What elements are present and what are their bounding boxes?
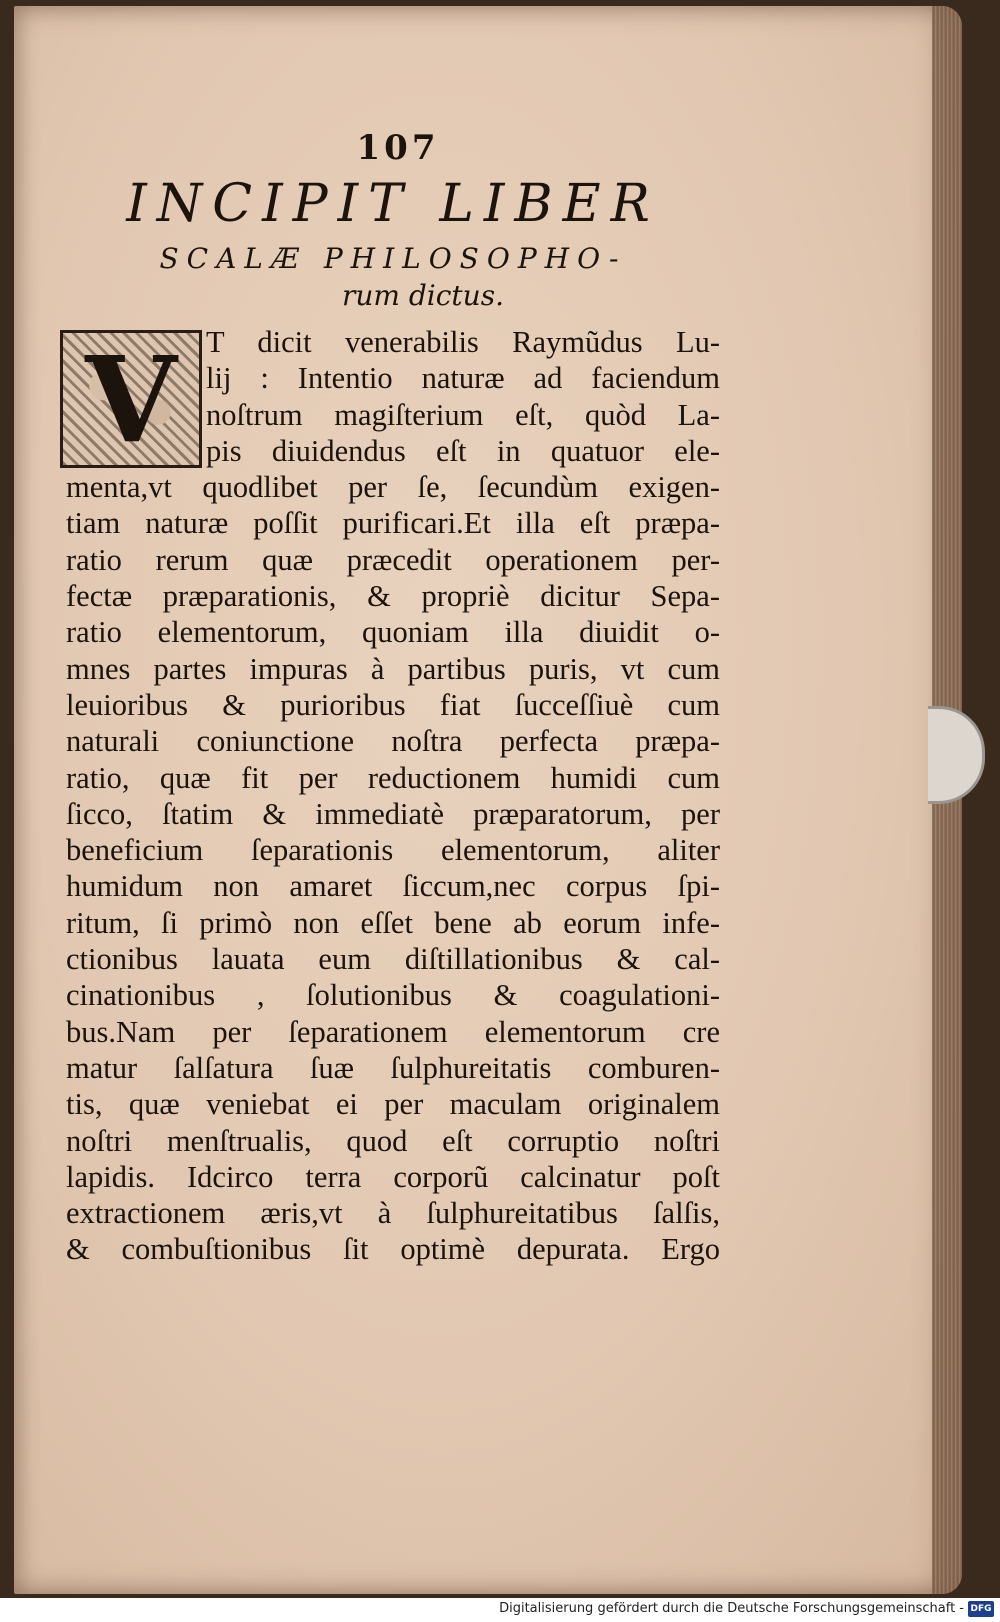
text-line: extractionem æris,vt à ſulphureitatibus ſalſis, xyxy=(66,1196,720,1231)
dfg-logo-icon: DFG xyxy=(968,1601,994,1617)
page-number: 107 xyxy=(356,128,440,168)
text-line: ratio elementorum, quoniam illa diuidit o- xyxy=(66,615,720,650)
text-line: fectæ præparationis, & propriè dicitur Sepa- xyxy=(66,579,720,614)
text-line: lapidis. Idcirco terra corporũ calcinatur poſt xyxy=(66,1159,720,1194)
drop-cap-ornament xyxy=(60,330,202,468)
text-line: pis diuidendus eſt in quatuor ele- xyxy=(206,433,720,468)
text-line: cinationibus , ſolutionibus & coagulationi- xyxy=(66,978,720,1013)
text-line: ratio rerum quæ præcedit operationem per- xyxy=(66,542,720,577)
text-line: tiam naturæ poſſit purificari.Et illa eſt præpa- xyxy=(66,506,720,541)
text-line: lij : Intentio naturæ ad faciendum xyxy=(206,361,720,396)
title-line-2: SCALÆ PHILOSOPHO- xyxy=(159,242,627,275)
text-line: ratio, quæ fit per reductionem humidi cum xyxy=(66,760,720,795)
text-line: noſtri menſtrualis, quod eſt corruptio noſtri xyxy=(66,1123,720,1158)
text-line: noſtrum magiſterium eſt, quòd La- xyxy=(206,397,720,432)
text-line: naturali coniunctione noſtra perfecta præpa- xyxy=(66,724,720,759)
text-line: menta,vt quodlibet per ſe, ſecundùm exigen- xyxy=(66,470,720,505)
body-text xyxy=(66,324,720,1268)
text-line: mnes partes impuras à partibus puris, vt cum xyxy=(66,651,720,686)
text-line: beneficium ſeparationis elementorum, aliter xyxy=(66,833,720,868)
text-line: & combuſtionibus ſit optimè depurata. Ergo xyxy=(66,1232,720,1267)
title-line-1: INCIPIT LIBER xyxy=(126,174,660,234)
page-text-block xyxy=(66,128,720,1268)
text-line: leuioribus & purioribus fiat ſucceſſiuè cum xyxy=(66,687,720,722)
drop-cap-letter: V xyxy=(63,333,199,465)
text-line: bus.Nam per ſeparationem elementorum cre xyxy=(66,1014,720,1049)
title-line-3: rum dictus. xyxy=(342,279,504,312)
text-line: ctionibus lauata eum diſtillationibus & cal- xyxy=(66,942,720,977)
text-line: ritum, ſi primò non eſſet bene ab eorum infe- xyxy=(66,905,720,940)
text-line: matur ſalſatura ſuæ ſulphureitatis comburen- xyxy=(66,1050,720,1085)
funding-notice: Digitalisierung gefördert durch die Deutsche Forschungsgemeinschaft - xyxy=(499,1601,964,1616)
text-line: ſicco, ſtatim & immediatè præparatorum, per xyxy=(66,796,720,831)
text-line: humidum non amaret ſiccum,nec corpus ſpi- xyxy=(66,869,720,904)
text-line: T dicit venerabilis Raymũdus Lu- xyxy=(206,325,720,359)
text-line: tis, quæ veniebat ei per maculam originalem xyxy=(66,1087,720,1122)
